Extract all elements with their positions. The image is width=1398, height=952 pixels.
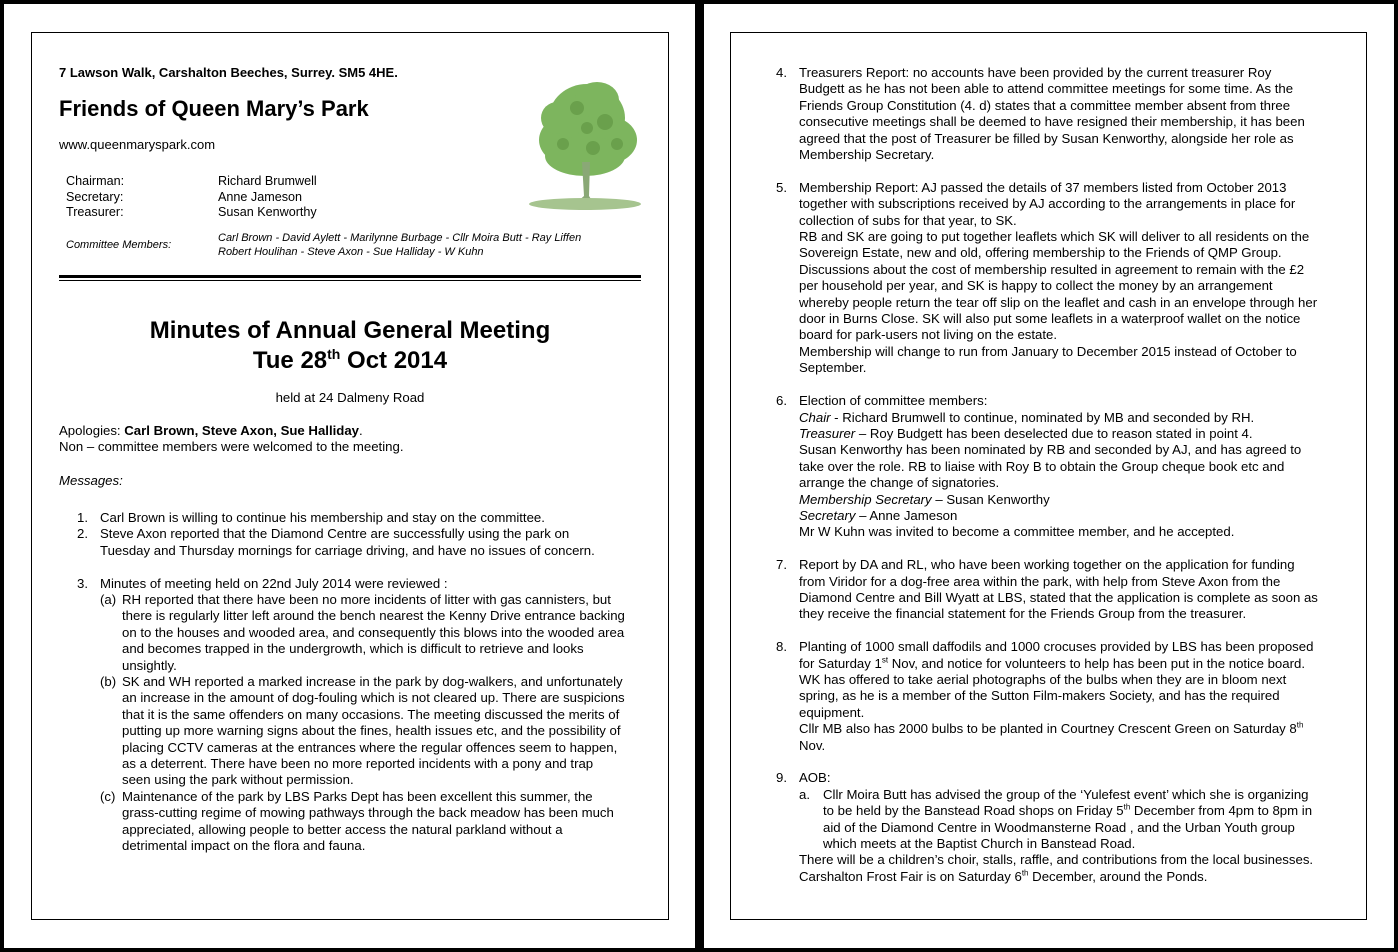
sub-item-c: (c) Maintenance of the park by LBS Parks Dept has been excellent this summer, the grass-cutting regime of mowing pathways through the back meadow has been much appreciated, allowing people to better access the natural parkland without a detrimental impact on the flora and fauna.	[100, 788, 614, 854]
list-item: 3. Minutes of meeting held on 22nd July 2014 were reviewed : (a) RH reported that there have been no more incidents of litter with gas cannisters, but there is regularly litter left around the bench nearest the Kenny Drive entrance backing on to the houses and wooded area, and consequently this blows into the wooded area and becomes trapped in the undergrowth, which is difficult to retrieve and looks unsightly. (b) SK and WH reported a marked increase in the park by dog-walkers, and unfortunately an increase in the amount of dog-fouling which is not cleared up. There are suspicions that it is the same offenders on many occasions. The meeting discussed the merits of putting up more warning signs about the fines, health issues etc, and the possibility of placing CCTV cameras at the entrances where the regular offences seem to happen, as a deterrent. There have been no more reported incidents with a pony and trap seen using the park without permission. (c) Maintenance of the park by LBS Parks Dept has been excellent this summer, the grass-cutting regime of mowing pathways through the back meadow has been much appreciated, allowing people to better access the natural parkland without a detrimental impact on the flora and fauna.	[77, 576, 647, 855]
officer-name: Anne Jameson	[218, 189, 303, 204]
sub-item-b: (b) SK and WH reported a marked increase in the park by dog-walkers, and unfortunately an increase in the amount of dog-fouling which is not cleared up. There are suspicions that it is the same offenders on many occasions. The meeting discussed the merits of putting up more warning signs about the fines, health issues etc, and the possibility of placing CCTV cameras at the entrances where the regular offences seem to happen, as a deterrent. There have been no more reported incidents with a pony and trap seen using the park without permission.	[100, 674, 625, 788]
page-two	[704, 4, 1394, 948]
list-item: 5. Membership Report: AJ passed the details of 37 members listed from October 2013 together with subscriptions received by AJ according to the arrangements in place for collection of subs for that year, to SK. RB and SK are going to put together leaflets which SK will deliver to all residents on the Sovereign Estate, new and old, offering membership to the Friends of QMP Group. Discussions about the cost of membership resulted in agreement to remain with the £2 per household per year, and SK is happy to collect the money by an arrangement whereby people return the tear off slip on the leaflet and cash in an envelope through her door in Burns Close. SK will also put some leaflets in a waterproof wallet on the notice board for park-users not living on the estate. Membership will change to run from January to December 2015 instead of October to September.	[776, 179, 1318, 376]
sub-item-a: a. Cllr Moira Butt has advised the group of the ‘Yulefest event’ which she is organizing to be held by the Banstead Road shops on Friday 5th December from 4pm to 8pm in aid of the Diamond Centre in Woodmansterne Road , and the Urban Youth group which meets at the Baptist Church in Banstead Road.	[799, 786, 1313, 852]
list-item: 8. Planting of 1000 small daffodils and 1000 crocuses provided by LBS has been proposed for Saturday 1st Nov, and notice for volunteers to help has been put in the notice board. WK has offered to take aerial photographs of the bulbs when they are in bloom next spring, as he is a member of the Sutton Film-makers Society, and has the required equipment. Cllr MB also has 2000 bulbs to be planted in Courtney Crescent Green on Saturday 8th Nov.	[776, 639, 1314, 753]
list-item: 2. Steve Axon reported that the Diamond Centre are successfully using the park on Tuesday and Thursday mornings for carriage driving, and have no issues of concern.	[77, 526, 595, 558]
officer-role: Secretary:	[66, 189, 124, 204]
page-one	[4, 4, 695, 948]
header-rule-thin	[59, 280, 641, 281]
apologies-names: Carl Brown, Steve Axon, Sue Halliday	[124, 423, 360, 438]
officer-role: Chairman:	[66, 174, 125, 188]
officer-role: Treasurer:	[66, 205, 124, 219]
committee-line: Robert Houlihan - Steve Axon - Sue Halliday - W Kuhn	[218, 246, 484, 258]
list-item: 1. Carl Brown is willing to continue his membership and stay on the committee.	[77, 510, 545, 525]
list-item: 6. Election of committee members: Chair - Richard Brumwell to continue, nominated by MB and seconded by RH. Treasurer – Roy Budgett has been deselected due to reason stated in point 4. Susan Kenworthy has been nominated by RB and seconded by AJ, and has agreed to take over the role. RB to liaise with Roy B to obtain the Group cheque book etc and arrange the change of signatories. Membership Secretary – Susan Kenworthy Secretary – Anne Jameson Mr W Kuhn was invited to become a committee member, and he accepted.	[776, 393, 1302, 540]
officer-row	[66, 190, 626, 206]
apologies-label: Apologies:	[59, 423, 125, 438]
non-committee-note: Non – committee members were welcomed to the meeting.	[59, 439, 404, 455]
committee-members	[66, 231, 581, 259]
committee-line: Carl Brown - David Aylett - Marilynne Burbage - Cllr Moira Butt - Ray Liffen	[218, 232, 582, 244]
officer-row	[66, 174, 626, 190]
list-item: 7. Report by DA and RL, who have been working together on the application for funding from Viridor for a dog-free area within the park, with help from Steve Axon from the Diamond Centre and Bill Wyatt at LBS, stated that the application is complete as soon as they receive the financial statement for the Friends Group from the treasurer.	[776, 557, 1318, 622]
messages-list	[77, 510, 647, 855]
title-line-1: Minutes of Annual General Meeting	[149, 317, 551, 344]
committee-label: Committee Members:	[66, 239, 172, 251]
officer-row	[66, 205, 626, 221]
officer-name: Richard Brumwell	[218, 174, 317, 188]
list-item: 4. Treasurers Report: no accounts have been provided by the current treasurer Roy Budgett as he has not been able to attend committee meetings for some time. As the Friends Group Constitution (4. d) states that a committee member absent from three consecutive meetings shall be deemed to have resigned their membership, it has been agreed that the post of Treasurer be filled by Susan Kenworthy, alongside her role as Membership Secretary.	[776, 65, 1305, 163]
org-name: Friends of Queen Mary’s Park	[59, 96, 369, 121]
website: www.queenmaryspark.com	[59, 137, 216, 152]
sub-item-a: (a) RH reported that there have been no more incidents of litter with gas cannisters, but there is regularly litter left around the bench nearest the Kenny Drive entrance backing on to the houses and wooded area, and consequently this blows into the wooded area and becomes trapped in the undergrowth, which is difficult to retrieve and looks unsightly.	[100, 592, 625, 673]
officer-name: Susan Kenworthy	[218, 205, 317, 219]
document-title	[59, 316, 641, 376]
minutes-list-continued	[776, 65, 1336, 885]
officers-list	[66, 174, 626, 221]
list-item: 9. AOB: a. Cllr Moira Butt has advised the group of the ‘Yulefest event’ which she is organizing to be held by the Banstead Road shops on Friday 5th December from 4pm to 8pm in aid of the Diamond Centre in Woodmansterne Road , and the Urban Youth group which meets at the Baptist Church in Banstead Road. There will be a children’s choir, stalls, raffle, and contributions from the local businesses. Carshalton Frost Fair is on Saturday 6th December, around the Ponds.	[776, 770, 1336, 885]
apologies: Apologies: Carl Brown, Steve Axon, Sue Halliday. Non – committee members were welcomed to the meeting.	[59, 423, 404, 455]
address: 7 Lawson Walk, Carshalton Beeches, Surrey. SM5 4HE.	[59, 65, 398, 80]
header-rule-thick	[59, 275, 641, 278]
messages-label: Messages:	[59, 473, 123, 488]
held-at: held at 24 Dalmeny Road	[275, 390, 425, 405]
title-line-2: Tue 28th Oct 2014	[252, 346, 448, 374]
